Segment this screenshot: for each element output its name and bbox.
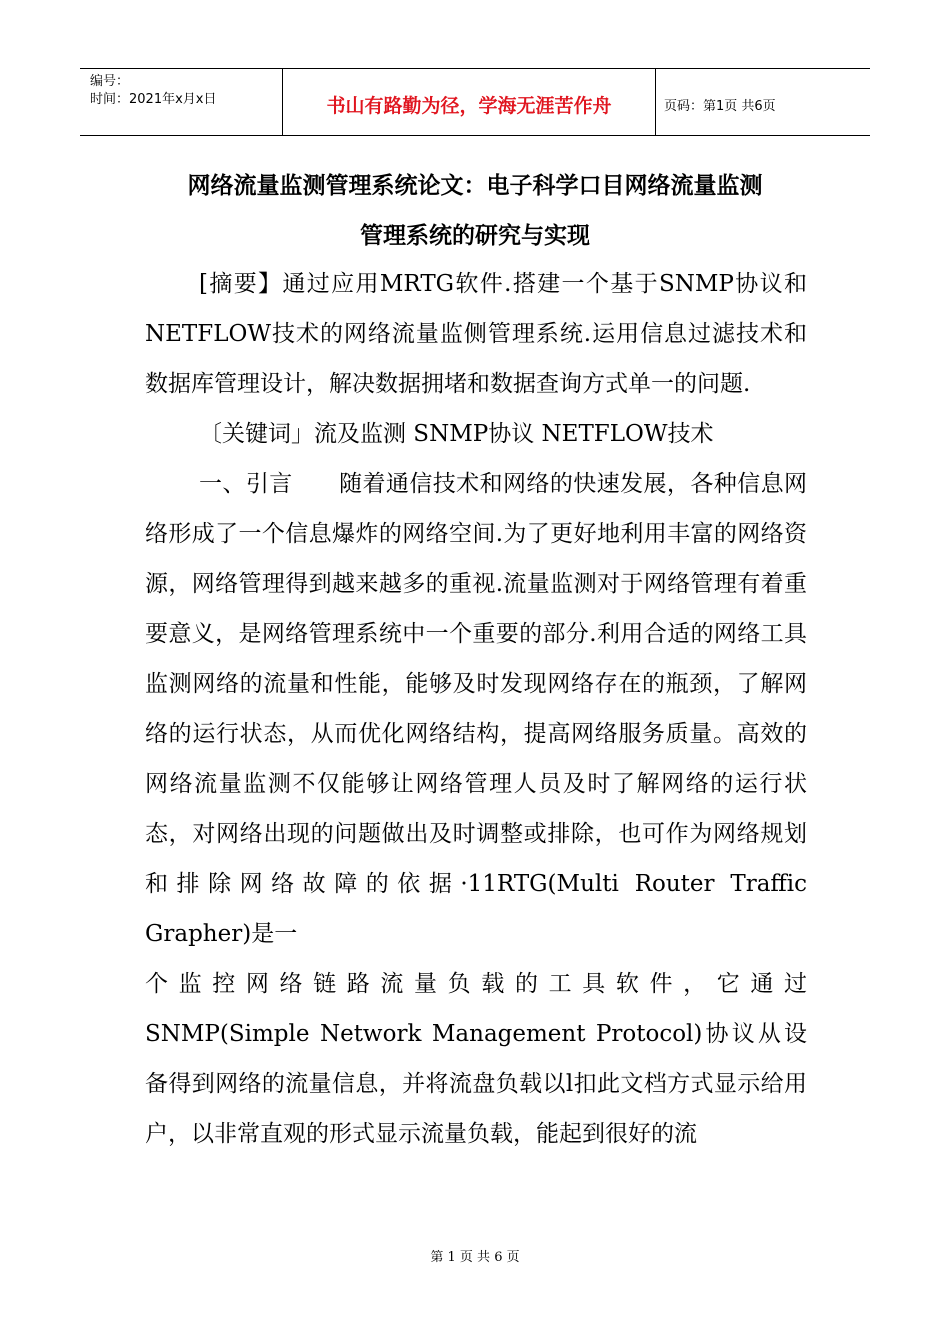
document-title-line-2: 管理系统的研究与实现 (360, 223, 590, 249)
header-meta (80, 69, 282, 135)
header-page-info: 页码：第1页 共6页 (664, 98, 776, 114)
section-1-text-c: SNMP(Simple Network Management Protocol)协议从设备得到网络的流量信息，并将流盘负载以l扣此文档方式显示给用户，以非常直观的形式显示流量负载，能起到很好的流 (145, 1021, 807, 1147)
section-1-paragraph (145, 459, 807, 959)
document-title-line-1: 网络流量监测管理系统论文：电子科学口目网络流量监测 (187, 173, 763, 199)
document-body (145, 259, 807, 1159)
header-motto: 书山有路勤为径，学海无涯苦作舟 (282, 69, 656, 135)
document-time-label: 时间：2021年x月x日 (90, 92, 217, 107)
section-1-heading: 一、引言 (199, 471, 293, 497)
keywords-paragraph: 〔关键词」流及监测 SNMP协议 NETFLOW技术 (199, 421, 714, 447)
section-1-spread-line: 个监控网络链路流量负载的工具软件，它通过 (145, 971, 807, 997)
section-1-text-a: 随着通信技术和网络的快速发展，各种信息网络形成了一个信息爆炸的网络空间.为了更好地利用丰富的网络资源，网络管理得到越来越多的重视.流量监测对于网络管理有着重要意义，是网络管理系统中一个重要的部分.利用合适的网络工具监测网络的流量和性能，能够及时发现网络存在的瓶颈，了解网络的运行状态，从而优化网络结构，提高网络服务质量。高效的网络流量监测不仅能够让网络管理人员及时了解网络的运行状态，对网络出现的问题做出及时调整或排除，也可作为网络规划和排除网络故障的依据·11RTG(Multi Router Traffic Grapher)是一 (145, 471, 808, 947)
abstract-paragraph: [摘要】通过应用MRTG软件.搭建一个基于SNMP协议和NETFLOW技术的网络流量监侧管理系统.运用信息过滤技术和数据库管理设计，解决数据拥堵和数据查询方式单一的问题. (145, 271, 807, 397)
page-header (80, 68, 870, 136)
document-number-label: 编号： (90, 74, 130, 89)
page-footer: 第 1 页 共 6 页 (430, 1250, 520, 1265)
